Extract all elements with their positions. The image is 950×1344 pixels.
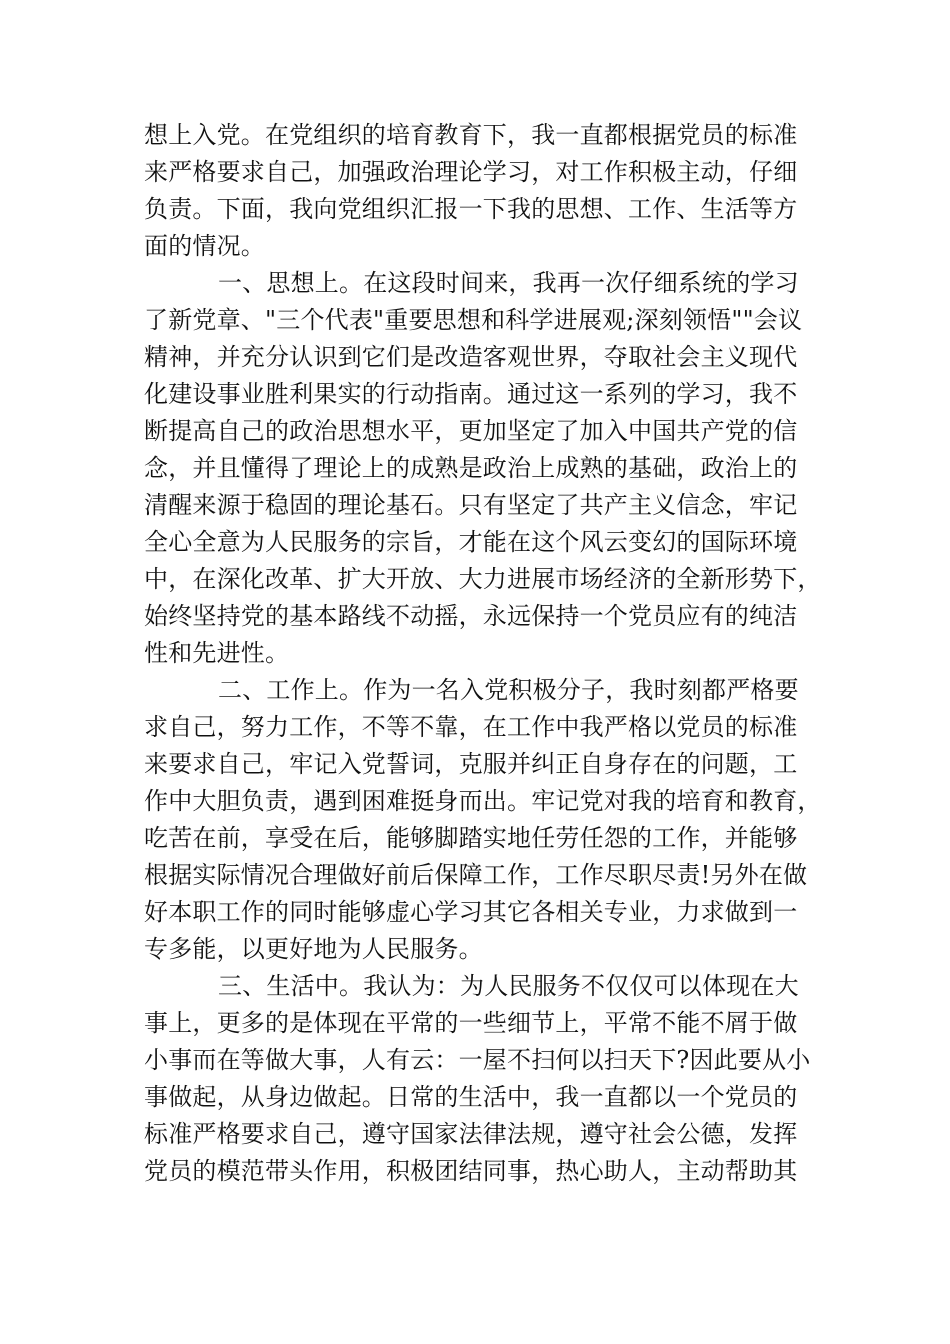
text-line: 中，在深化改革、扩大开放、大力进展市场经济的全新形势下，: [144, 565, 822, 593]
text-line: 精神，并充分认识到它们是改造客观世界，夺取社会主义现代: [144, 343, 798, 371]
text-line: 吃苦在前，享受在后，能够脚踏实地任劳任怨的工作，并能够: [144, 824, 798, 852]
text-line: 全心全意为人民服务的宗旨，才能在这个风云变幻的国际环境: [144, 528, 798, 556]
text-line: 专多能，以更好地为人民服务。: [144, 935, 483, 963]
text-line: 小事而在等做大事，人有云：一屋不扫何以扫天下?因此要从小: [144, 1046, 811, 1074]
text-line: 来要求自己，牢记入党誓词，克服并纠正自身存在的问题，工: [144, 750, 798, 778]
text-line: 化建设事业胜利果实的行动指南。通过这一系列的学习，我不: [144, 380, 798, 408]
text-line: 清醒来源于稳固的理论基石。只有坚定了共产主义信念，牢记: [144, 491, 798, 519]
text-line: 求自己，努力工作，不等不靠，在工作中我严格以党员的标准: [144, 713, 798, 741]
text-line: 了新党章、"三个代表"重要思想和科学进展观;深刻领悟""会议: [144, 306, 803, 334]
text-line: 作中大胆负责，遇到困难挺身而出。牢记党对我的培育和教育，: [144, 787, 822, 815]
text-line: 事上，更多的是体现在平常的一些细节上，平常不能不屑于做: [144, 1009, 798, 1037]
text-line: 面的情况。: [144, 232, 265, 260]
text-line: 事做起，从身边做起。日常的生活中，我一直都以一个党员的: [144, 1083, 798, 1111]
paragraph-heading-thought: 一、思想上。在这段时间来，我再一次仔细系统的学习: [218, 269, 799, 297]
text-line: 性和先进性。: [144, 639, 290, 667]
text-line: 根据实际情况合理做好前后保障工作，工作尽职尽责!另外在做: [144, 861, 808, 889]
text-line: 负责。下面，我向党组织汇报一下我的思想、工作、生活等方: [144, 195, 798, 223]
paragraph-heading-life: 三、生活中。我认为：为人民服务不仅仅可以体现在大: [218, 972, 799, 1000]
text-line: 想上入党。在党组织的培育教育下，我一直都根据党员的标准: [144, 121, 798, 149]
text-line: 来严格要求自己，加强政治理论学习，对工作积极主动，仔细: [144, 158, 798, 186]
text-line: 始终坚持党的基本路线不动摇，永远保持一个党员应有的纯洁: [144, 602, 798, 630]
text-line: 断提高自己的政治思想水平，更加坚定了加入中国共产党的信: [144, 417, 798, 445]
text-line: 念，并且懂得了理论上的成熟是政治上成熟的基础，政治上的: [144, 454, 798, 482]
text-line: 好本职工作的同时能够虚心学习其它各相关专业，力求做到一: [144, 898, 798, 926]
paragraph-heading-work: 二、工作上。作为一名入党积极分子，我时刻都严格要: [218, 676, 799, 704]
text-line: 标准严格要求自己，遵守国家法律法规，遵守社会公德，发挥: [144, 1120, 798, 1148]
text-line: 党员的模范带头作用，积极团结同事，热心助人，主动帮助其: [144, 1157, 798, 1185]
